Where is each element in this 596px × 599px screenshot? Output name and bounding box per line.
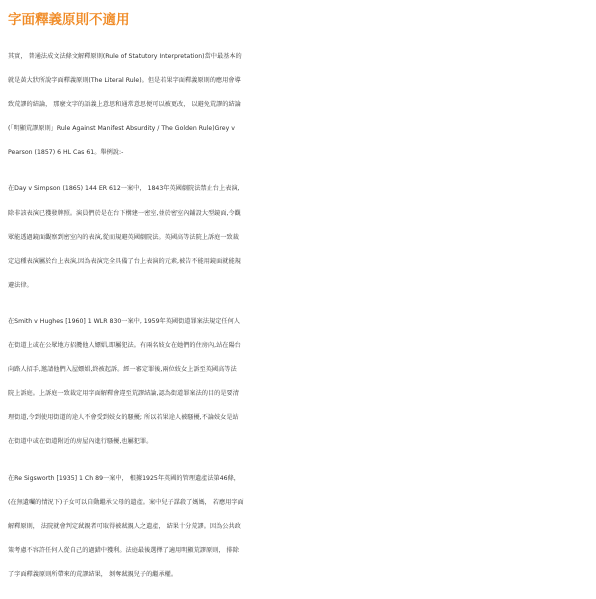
- paragraph-line: 其實， 普通法成文法條文解釋原則(Rule of Statutory Interpretation)當中最基本的: [8, 53, 242, 60]
- paragraph-line: 策考慮不容許任何人從自己的過錯中獲利。法庭最後選擇了適用明顯荒謬原則， 排除: [8, 546, 239, 554]
- paragraph-line: 解釋原則， 法院就會判定弒親者可取得被弒親人之遺產， 結果十分荒謬。因為公共政: [8, 522, 241, 530]
- paragraph-line: 在街道上或在公眾地方招攬他人嫖娼,即屬犯法。有兩名妓女在她們的住房內,站在陽台: [8, 342, 241, 350]
- paragraph-line: 定這種表演屬於台上表演,因為表演完全具備了台上表演的元素,被告不能用鏡面就能規: [8, 257, 241, 265]
- paragraph-line: Pearson (1857) 6 HL Cas 61。舉例說:-: [8, 149, 124, 157]
- paragraph-line: 向路人招手,邀請他們入屋嫖娼,終被起訴。經一審定罪後,兩位妓女上訴至英國高等法: [8, 366, 237, 374]
- article: [8, 0, 590, 599]
- paragraph-line: 在Smith v Hughes [1960] 1 WLR 830一案中, 1959年英國街道罪案法規定任何人: [8, 317, 240, 325]
- article-heading: 字面釋義原則不適用: [8, 12, 130, 28]
- paragraph-line: (「明顯荒謬原則」Rule Against Manifest Absurdity / The Golden Rule)Grey v: [8, 125, 235, 133]
- paragraph-line: 除非該表演已獲發牌照。演員們於是在台下構建一密室,並於密室內鋪設大型鏡面,令觀: [8, 209, 241, 217]
- paragraph-line: 致荒謬的結論， 那麼文字的語義上意思和通常意思便可以被更改， 以避免荒謬的結論: [8, 101, 241, 109]
- paragraph-line: (在無遺囑的情況下)子女可以自動繼承父母的遺產。案中兒子謀殺了媽媽， 若應用字面: [8, 498, 244, 506]
- paragraph-intro: [8, 45, 590, 165]
- paragraph-line: 在Re Sigsworth [1935] 1 Ch 89一案中， 根據1925年英國的管理遺產法第46條，: [8, 474, 240, 482]
- paragraph-line: 了字面釋義原則所帶來的荒謬結果， 剝奪弒親兒子的繼承權。: [8, 570, 178, 578]
- paragraph-re-sigsworth: [8, 467, 590, 587]
- paragraph-line: 在街道中或在街道附近的房屋內進行騷擾,也屬犯罪。: [8, 438, 153, 446]
- paragraph-line: 眾能透過鏡面觀察到密室內的表演,從而規避英國劇院法。英國高等法院上訴庭一致裁: [8, 233, 239, 241]
- paragraph-smith-v-hughes: [8, 310, 590, 455]
- paragraph-line: 理街道,令到使用街道的途人不會受到妓女的騷擾; 所以若果途人被騷擾,不論妓女是站: [8, 414, 239, 422]
- paragraph-line: 避法律。: [8, 281, 33, 289]
- paragraph-line: 就是黃大狀所說字面釋義原則(The Literal Rule)。但是若果字面釋義原則的應用會導: [8, 77, 241, 85]
- paragraph-line: 院上訴庭。上訴庭一致裁定用字面解釋會違至荒謬結論,認為街道罪案法的目的是要清: [8, 390, 239, 398]
- paragraph-day-v-simpson: [8, 177, 590, 297]
- paragraph-line: 在Day v Simpson (1865) 144 ER 612一案中， 1843年英國劇院法禁止台上表演,: [8, 185, 240, 193]
